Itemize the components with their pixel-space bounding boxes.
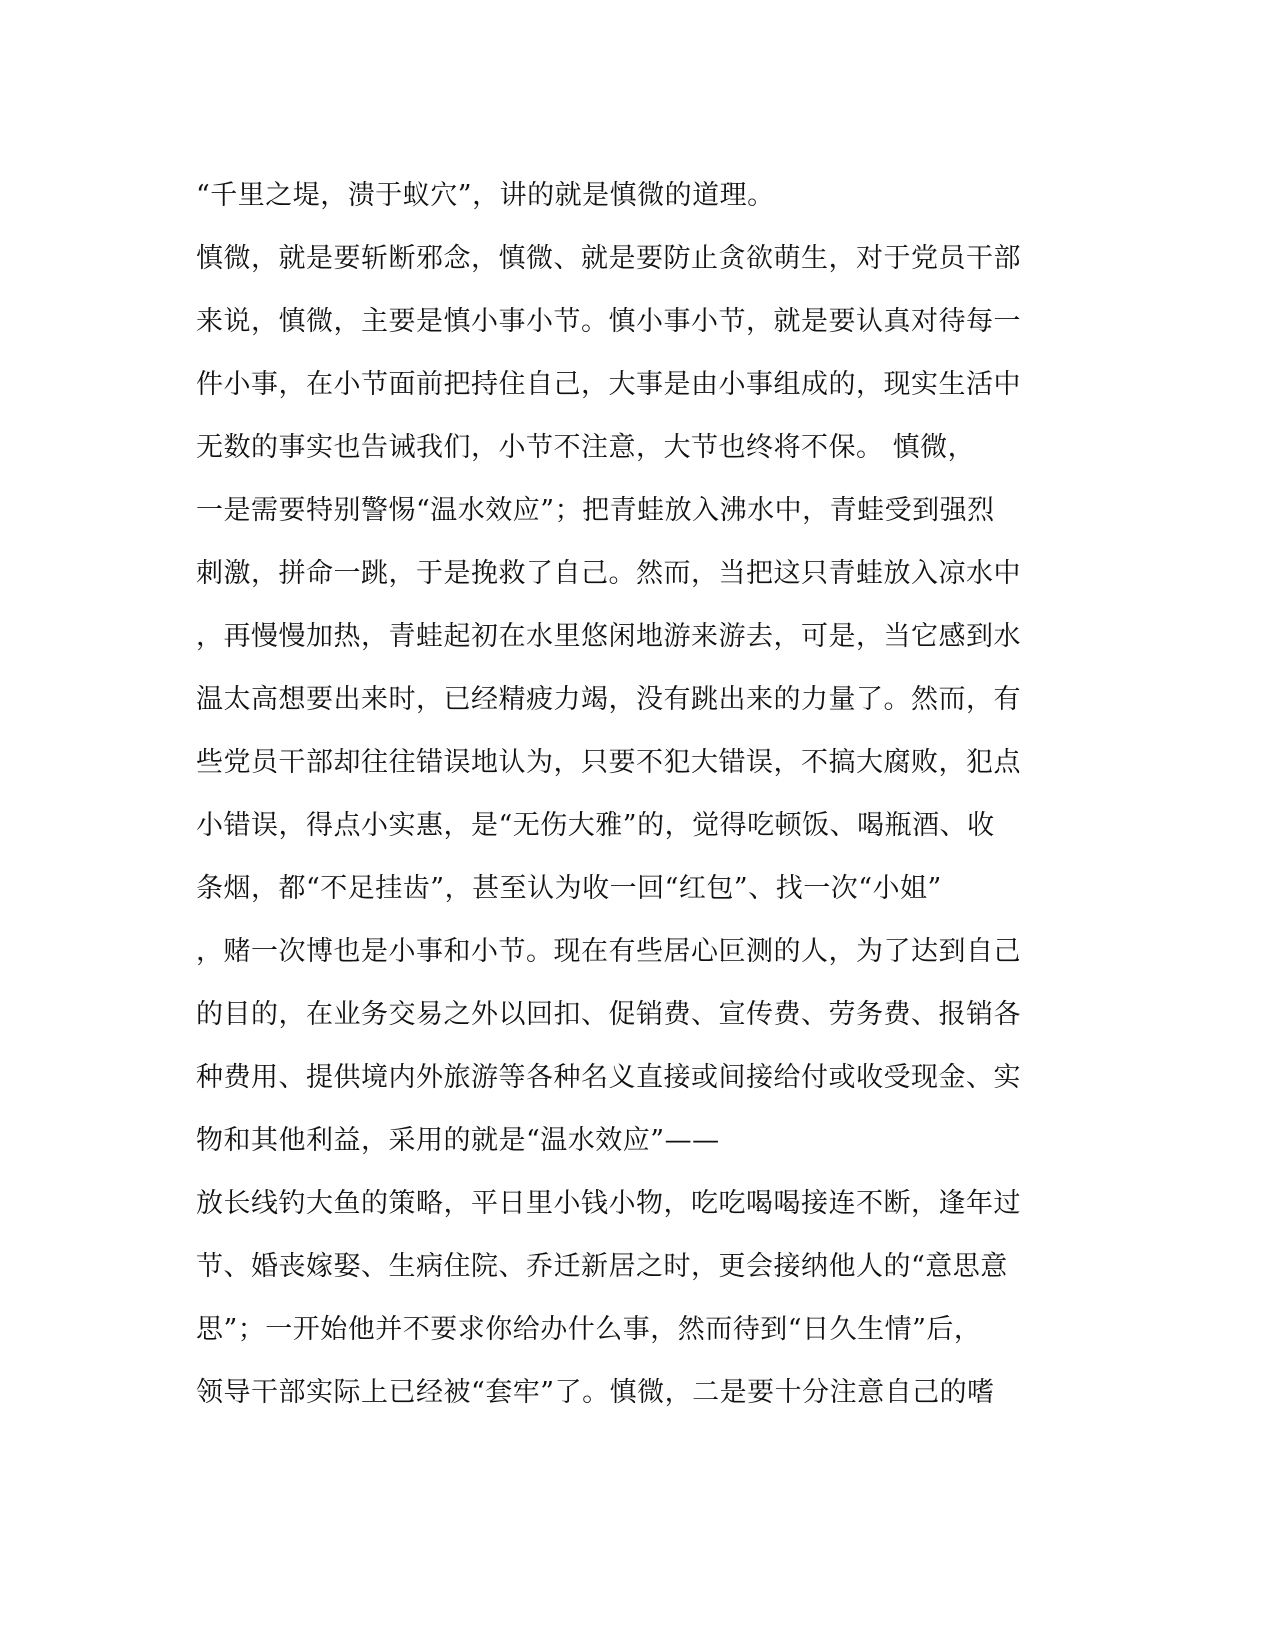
text-line: 些党员干部却往往错误地认为，只要不犯大错误，不搞大腐败，犯点: [196, 747, 1021, 778]
text-line: 一是需要特别警惕“温水效应”；把青蛙放入沸水中，青蛙受到强烈: [196, 495, 995, 526]
text-line: 来说，慎微，主要是慎小事小节。慎小事小节，就是要认真对待每一: [196, 306, 1021, 337]
text-line: 刺激，拼命一跳，于是挽救了自己。然而，当把这只青蛙放入凉水中: [196, 558, 1021, 589]
text-line: 的目的，在业务交易之外以回扣、促销费、宣传费、劳务费、报销各: [196, 999, 1021, 1030]
text-line: 物和其他利益，采用的就是“温水效应”——: [196, 1125, 720, 1156]
body-text: [196, 164, 1086, 1424]
text-line: “千里之堤，溃于蚁穴”，讲的就是慎微的道理。: [196, 180, 775, 211]
text-line: 小错误，得点小实惠，是“无伤大雅”的，觉得吃顿饭、喝瓶酒、收: [196, 810, 995, 841]
text-line: 无数的事实也告诫我们，小节不注意，大节也终将不保。 慎微，: [196, 432, 976, 463]
text-line: 领导干部实际上已经被“套牢”了。慎微，二是要十分注意自己的嗜: [196, 1377, 995, 1408]
text-line: 慎微，就是要斩断邪念，慎微、就是要防止贪欲萌生，对于党员干部: [196, 243, 1021, 274]
text-line: 节、婚丧嫁娶、生病住院、乔迁新居之时，更会接纳他人的“意思意: [196, 1251, 1008, 1282]
text-line: ，再慢慢加热，青蛙起初在水里悠闲地游来游去，可是，当它感到水: [196, 621, 1021, 652]
text-line: 思”；一开始他并不要求你给办什么事，然而待到“日久生情”后，: [196, 1314, 982, 1345]
text-line: 种费用、提供境内外旅游等各种名义直接或间接给付或收受现金、实: [196, 1062, 1021, 1093]
text-line: ，赌一次博也是小事和小节。现在有些居心叵测的人，为了达到自己: [196, 936, 1021, 967]
text-line: 条烟，都“不足挂齿”，甚至认为收一回“红包”、找一次“小姐”: [196, 873, 942, 904]
text-line: 温太高想要出来时，已经精疲力竭，没有跳出来的力量了。然而，有: [196, 684, 1021, 715]
text-line: 件小事，在小节面前把持住自己，大事是由小事组成的，现实生活中: [196, 369, 1021, 400]
text-line: 放长线钓大鱼的策略，平日里小钱小物，吃吃喝喝接连不断，逢年过: [196, 1188, 1021, 1219]
